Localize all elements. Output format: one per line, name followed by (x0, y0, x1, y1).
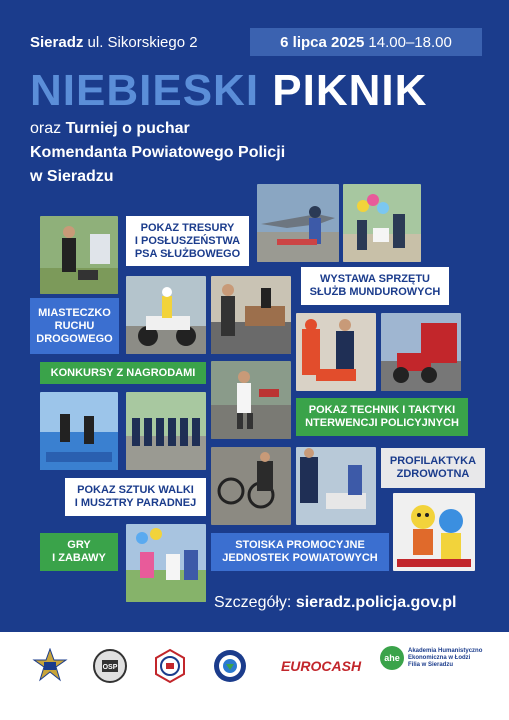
subtitle-prefix: oraz (30, 120, 62, 137)
ahe-logo-text (408, 648, 506, 669)
details-label: Szczegóły: (214, 594, 292, 611)
photo-kids-station (211, 276, 291, 354)
label-contests: KONKURSY Z NAGRODAMI (40, 362, 206, 384)
label-games-line-2: I ZABAWY (52, 552, 106, 564)
title-part-1: NIEBIESKI (30, 66, 260, 115)
details-line (214, 594, 456, 612)
label-promo-line-2: JEDNOSTEK POWIATOWYCH (222, 552, 378, 564)
city-name: Sieradz (30, 34, 84, 51)
label-martial-line-1: POKAZ SZTUK WALKI (77, 484, 194, 496)
event-date: 6 lipca 2025 (280, 33, 365, 51)
ahe-logo-mark: ahe (380, 646, 404, 670)
police-star-logo (30, 646, 70, 686)
photo-mascot-toys (393, 493, 475, 571)
label-health-prevention (381, 448, 485, 488)
details-url[interactable]: sieradz.policja.gov.pl (295, 594, 457, 611)
street-address: ul. Sikorskiego 2 (87, 34, 198, 51)
ahe-line-2: Ekonomiczna w Łodzi (408, 655, 471, 661)
photo-first-aid (296, 313, 376, 391)
event-time: 14.00–18.00 (368, 33, 452, 51)
label-equipment-line-1: WYSTAWA SPRZĘTU (319, 273, 430, 285)
label-games-line-1: GRY (67, 539, 91, 551)
sponsor-footer (0, 632, 509, 720)
photo-kids-games (126, 524, 206, 602)
photo-jet-display (257, 184, 339, 262)
photo-cpr-training (296, 447, 376, 525)
eurocash-logo (276, 646, 366, 686)
photo-police-dog (40, 216, 118, 294)
date-box (250, 28, 482, 56)
label-equipment-exhibition (301, 267, 449, 305)
label-equipment-line-2: SŁUŻB MUNDUROWYCH (309, 286, 441, 298)
label-tactics-line-1: POKAZ TECHNIK I TAKTYKI (308, 404, 456, 416)
label-intervention-tactics (296, 398, 468, 436)
subtitle-line-3: w Sieradzu (30, 168, 114, 185)
label-martial-arts (65, 478, 206, 516)
photo-balloons (343, 184, 421, 262)
label-health-line-2: ZDROWOTNA (396, 468, 470, 480)
ipa-logo (210, 646, 250, 686)
photo-quad-bike (381, 313, 461, 391)
page-title (30, 66, 427, 116)
label-dog-training-line-1: POKAZ TRESURY (140, 221, 235, 234)
label-games (40, 533, 118, 571)
label-promo-line-1: STOISKA PROMOCYJNE (235, 539, 365, 551)
subtitle-line-1 (30, 120, 190, 138)
label-dog-training (126, 216, 249, 266)
label-tactics-line-2: NTERWENCJI POLICYJNYCH (305, 417, 459, 429)
label-dog-training-line-3: PSA SŁUŻBOWEGO (134, 247, 241, 260)
photo-bikes (211, 447, 291, 525)
title-part-2: PIKNIK (272, 66, 428, 115)
label-traffic-town (30, 298, 119, 354)
photo-martial-arts (40, 392, 118, 470)
eurocash-wordmark: EUROCASH (280, 658, 362, 674)
label-traffic-line-3: DROGOWEGO (36, 332, 113, 345)
label-dog-training-line-2: I POSŁUSZEŃSTWA (134, 234, 241, 247)
ahe-line-3: Filia w Sieradzu (408, 662, 454, 668)
photo-parade-drill (126, 392, 206, 470)
label-promo-stands (211, 533, 389, 571)
photo-boxing-demo (211, 361, 291, 439)
label-traffic-line-2: RUCHU (54, 319, 95, 332)
subtitle-tournament: Turniej o puchar (65, 120, 190, 137)
label-martial-line-2: I MUSZTRY PARADNEJ (74, 497, 197, 509)
event-location (30, 34, 198, 51)
nszzp-union-logo (150, 646, 190, 686)
photo-police-motorcycle (126, 276, 206, 354)
label-traffic-line-1: MIASTECZKO (38, 306, 111, 319)
svg-text:OSP: OSP (102, 664, 118, 671)
label-health-line-1: PROFILAKTYKA (389, 455, 477, 467)
subtitle-line-2: Komendanta Powiatowego Policji (30, 144, 286, 161)
ahe-line-1: Akademia Humanistyczno (408, 648, 483, 654)
osp-badge-logo (90, 646, 130, 686)
